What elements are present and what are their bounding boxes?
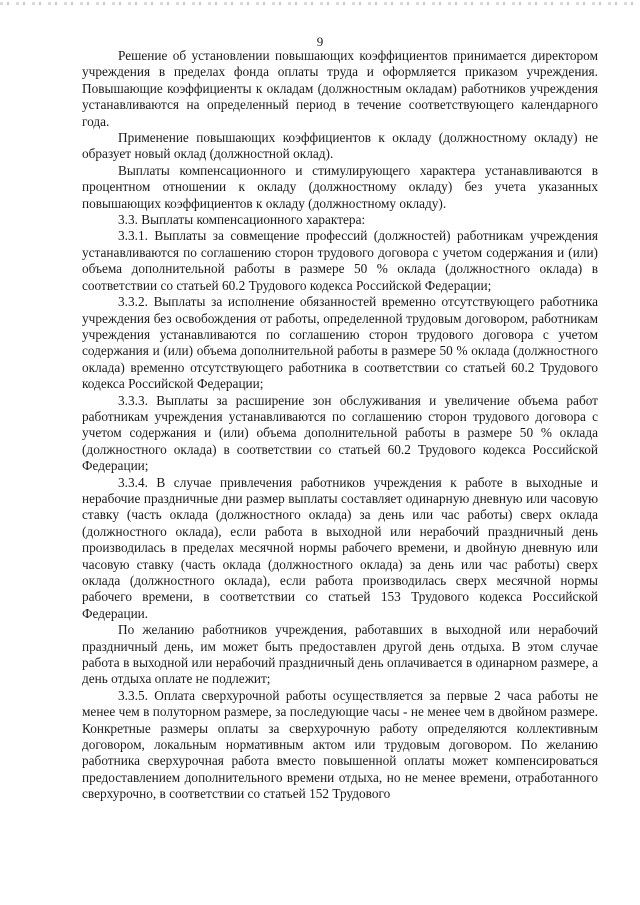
paragraph: Решение об установлении повышающих коэффициентов принимается директором учреждения в пределах фонда оплаты труда и оформляется приказом учреждения. Повышающие коэффициенты к окладам (должностным окладам) работников учреждения устанавливаются на определенный период в течение соответствующего календарного года. [82,48,598,129]
paragraph: 3.3.3. Выплаты за расширение зон обслуживания и увеличение объема работ работникам учреждения устанавливаются по соглашению сторон трудового договора с учетом содержания и (или) объема дополнительной работы в размере 50 % оклада (должностного оклада) в соответствии со статьей 60.2 Трудового кодекса Российской Федерации; [82,392,598,474]
paragraph: Применение повышающих коэффициентов к окладу (должностному окладу) не образует новый оклад (должностной оклад). [82,130,598,162]
page-number: 9 [316,34,324,49]
paragraph: 3.3.4. В случае привлечения работников учреждения к работе в выходные и нерабочие праздничные дни размер выплаты составляет одинарную дневную или часовую ставку (часть оклада (должностного оклада) за день или час работы) сверх оклада (должностного оклада), если работа в выходной или нерабочий праздничный день производилась в пределах месячной нормы рабочего времени, и двойную дневную или часовую ставку (часть оклада (должностного оклада) за день или час работы) сверх оклада (должностного оклада), если работа производилась сверх месячной нормы рабочего времени, в соответствии со статьей 153 Трудового кодекса Российской Федерации. [82,474,598,621]
paragraph: 3.3.5. Оплата сверхурочной работы осуществляется за первые 2 часа работы не менее чем в полуторном размере, за последующие часы - не менее чем в двойном размере. Конкретные размеры оплаты за сверхурочную работу определяются коллективным договором, локальным нормативным актом или трудовым договором. По желанию работника сверхурочная работа вместо повышенной оплаты может компенсироваться предоставлением дополнительного времени отдыха, но не менее времени, отработанного сверхурочно, в соответствии со статьей 152 Трудового [82,687,598,802]
paragraph: Выплаты компенсационного и стимулирующего характера устанавливаются в процентном отношении к окладу (должностному окладу) без учета указанных повышающих коэффициентов к окладу (должностному окладу). [82,162,598,211]
paragraph: 3.3.1. Выплаты за совмещение профессий (должностей) работникам учреждения устанавливаются по соглашению сторон трудового договора с учетом содержания и (или) объема дополнительной работы в размере 50 % оклада (должностного оклада) в соответствии со статьей 60.2 Трудового кодекса Российской Федерации; [82,228,598,293]
paragraph: По желанию работников учреждения, работавших в выходной или нерабочий праздничный день, им может быть предоставлен другой день отдыха. В этом случае работа в выходной или нерабочий праздничный день оплачивается в одинарном размере, а день отдыха оплате не подлежит; [82,622,598,687]
scan-artifact [0,2,640,5]
section-heading: 3.3. Выплаты компенсационного характера: [118,212,366,228]
document-body [82,48,598,803]
paragraph: 3.3.2. Выплаты за исполнение обязанностей временно отсутствующего работника учреждения без освобождения от работы, определенной трудовым договором, работникам учреждения устанавливаются по соглашению сторон трудового договора с учетом содержания и (или) объема дополнительной работы в размере 50 % оклада (должностного оклада) временно отсутствующего работника в соответствии со статьей 60.2 Трудового кодекса Российской Федерации; [82,294,598,392]
